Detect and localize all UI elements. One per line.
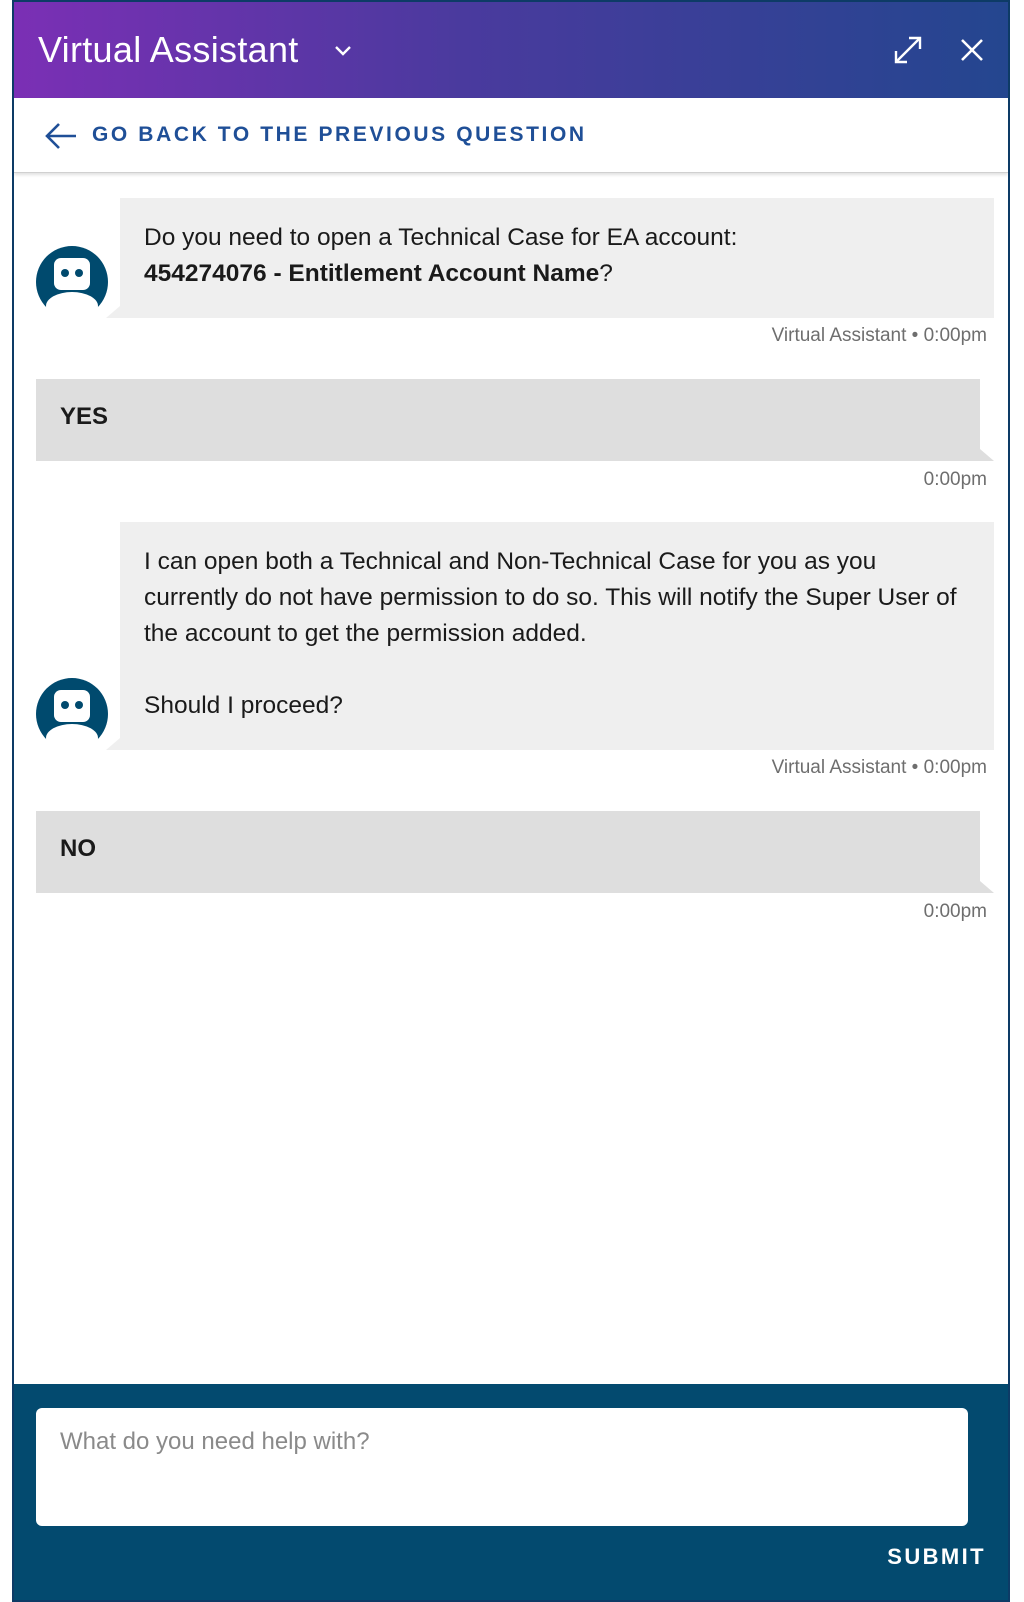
message-text-suffix: ?: [599, 260, 613, 287]
message-text: YES: [60, 403, 109, 430]
arrow-left-icon[interactable]: [44, 122, 78, 150]
chevron-down-icon[interactable]: [332, 40, 354, 62]
message-meta: 0:00pm: [923, 901, 987, 922]
message-input[interactable]: [36, 1408, 968, 1526]
bot-avatar-icon: [36, 678, 108, 750]
chat-title[interactable]: Virtual Assistant: [38, 29, 299, 70]
message-text: Should I proceed?: [144, 692, 343, 719]
bot-avatar-icon: [36, 246, 108, 318]
submit-button[interactable]: SUBMIT: [887, 1544, 986, 1569]
expand-icon[interactable]: [890, 32, 926, 68]
go-back-link[interactable]: GO BACK TO THE PREVIOUS QUESTION: [92, 123, 587, 146]
close-icon[interactable]: [954, 32, 990, 68]
go-back-bar[interactable]: [14, 98, 1008, 173]
message-text: Do you need to open a Technical Case for EA account:: [144, 224, 738, 251]
message-meta: 0:00pm: [923, 469, 987, 490]
bot-message: [120, 198, 994, 318]
message-meta: Virtual Assistant • 0:00pm: [771, 757, 987, 778]
virtual-assistant-widget: [12, 0, 1010, 1602]
message-text: I can open both a Technical and Non-Technical Case for you as you currently do not have permission to do so. This will notify the Super User of the account to get the permission added.: [144, 548, 957, 647]
composer: [14, 1384, 1008, 1602]
message-meta: Virtual Assistant • 0:00pm: [771, 325, 987, 346]
user-message: [36, 379, 980, 461]
bot-message: [120, 522, 994, 750]
account-name: 454274076 - Entitlement Account Name: [144, 260, 600, 287]
user-message: [36, 811, 980, 893]
chat-header: [14, 2, 1008, 98]
message-text: NO: [60, 835, 96, 862]
